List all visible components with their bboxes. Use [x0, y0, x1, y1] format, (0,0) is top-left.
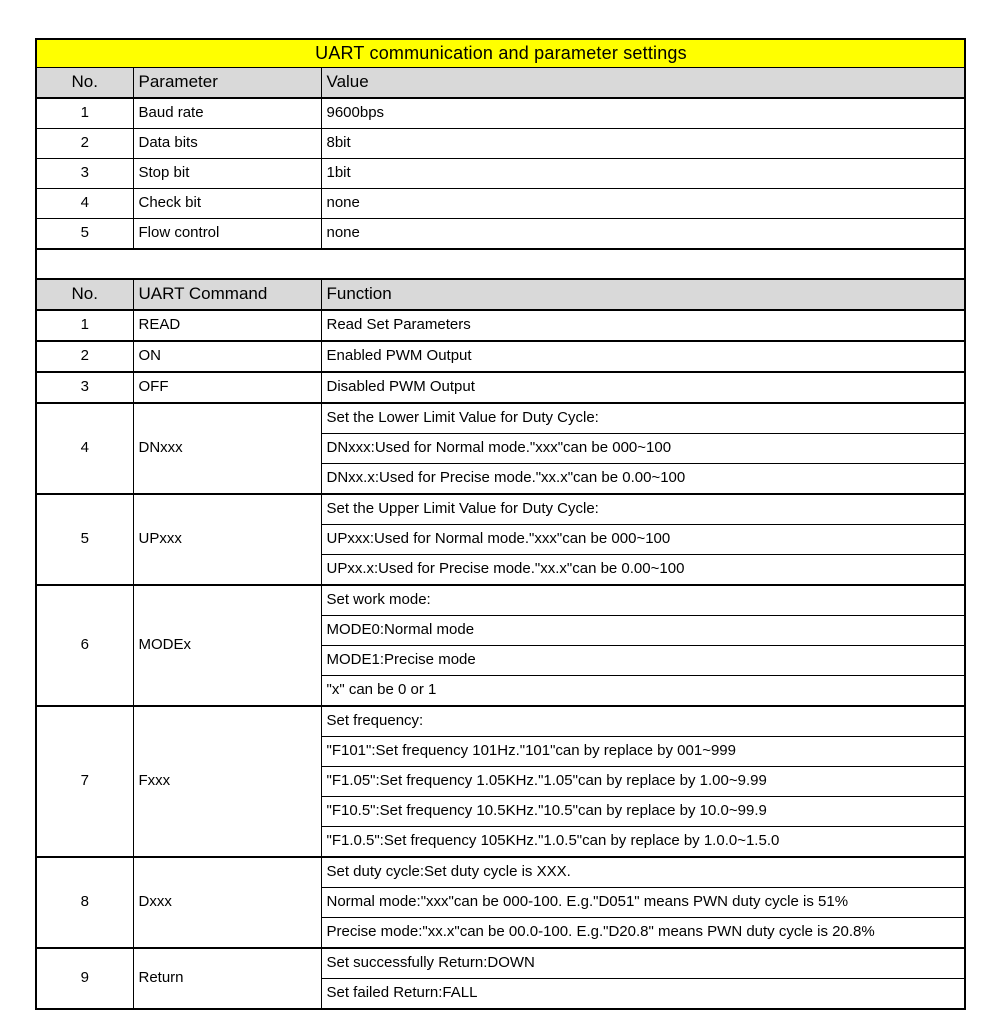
table-row — [36, 159, 965, 189]
cell-function: "F1.05":Set frequency 1.05KHz."1.05"can by replace by 1.00~9.99 — [321, 767, 965, 797]
cell-no: 1 — [36, 310, 133, 341]
cell-function: Set duty cycle:Set duty cycle is XXX. — [321, 857, 965, 888]
cell-function: Set frequency: — [321, 706, 965, 737]
table1-header-row — [36, 68, 965, 99]
cell-value: none — [321, 219, 965, 250]
cell-function: Set failed Return:FALL — [321, 979, 965, 1010]
cell-function: MODE0:Normal mode — [321, 616, 965, 646]
table-row — [36, 129, 965, 159]
cell-function: Set successfully Return:DOWN — [321, 948, 965, 979]
cell-no: 3 — [36, 159, 133, 189]
command-row-off — [36, 372, 965, 403]
table-row — [36, 98, 965, 129]
cell-no: 4 — [36, 189, 133, 219]
cell-command: UPxxx — [133, 494, 321, 585]
cell-value: 1bit — [321, 159, 965, 189]
cell-no: 8 — [36, 857, 133, 948]
cell-no: 7 — [36, 706, 133, 857]
cell-command: OFF — [133, 372, 321, 403]
cell-command: Return — [133, 948, 321, 1009]
command-row-on — [36, 341, 965, 372]
cell-no: 2 — [36, 129, 133, 159]
table-row — [36, 219, 965, 250]
uart-parameter-table — [35, 38, 966, 250]
cell-function: DNxx.x:Used for Precise mode."xx.x"can be 0.00~100 — [321, 464, 965, 495]
cell-command: MODEx — [133, 585, 321, 706]
command-row-upxxx — [36, 494, 965, 525]
table-row — [36, 189, 965, 219]
cell-function: "F10.5":Set frequency 10.5KHz."10.5"can by replace by 10.0~99.9 — [321, 797, 965, 827]
cell-function: Read Set Parameters — [321, 310, 965, 341]
cell-command: READ — [133, 310, 321, 341]
cell-parameter: Baud rate — [133, 98, 321, 129]
cell-value: 8bit — [321, 129, 965, 159]
cell-function: DNxxx:Used for Normal mode."xxx"can be 000~100 — [321, 434, 965, 464]
cell-function: Disabled PWM Output — [321, 372, 965, 403]
cell-function: Set the Upper Limit Value for Duty Cycle: — [321, 494, 965, 525]
cell-function: Enabled PWM Output — [321, 341, 965, 372]
cell-parameter: Flow control — [133, 219, 321, 250]
document-sheet — [35, 38, 966, 1010]
cell-command: ON — [133, 341, 321, 372]
cell-function: Normal mode:"xxx"can be 000-100. E.g."D051" means PWN duty cycle is 51% — [321, 888, 965, 918]
cell-no: 6 — [36, 585, 133, 706]
cell-function: Precise mode:"xx.x"can be 00.0-100. E.g."D20.8" means PWN duty cycle is 20.8% — [321, 918, 965, 949]
command-row-return — [36, 948, 965, 979]
cell-command: DNxxx — [133, 403, 321, 494]
header-parameter: Parameter — [133, 68, 321, 99]
command-row-dnxxx — [36, 403, 965, 434]
header-no: No. — [36, 68, 133, 99]
header-value: Value — [321, 68, 965, 99]
cell-value: none — [321, 189, 965, 219]
cell-function: UPxxx:Used for Normal mode."xxx"can be 000~100 — [321, 525, 965, 555]
cell-function: UPxx.x:Used for Precise mode."xx.x"can be 0.00~100 — [321, 555, 965, 586]
cell-no: 9 — [36, 948, 133, 1009]
cell-no: 1 — [36, 98, 133, 129]
cell-parameter: Stop bit — [133, 159, 321, 189]
cell-parameter: Data bits — [133, 129, 321, 159]
spacer-row — [35, 250, 966, 278]
cell-function: MODE1:Precise mode — [321, 646, 965, 676]
cell-command: Fxxx — [133, 706, 321, 857]
header-function: Function — [321, 279, 965, 310]
cell-no: 3 — [36, 372, 133, 403]
cell-command: Dxxx — [133, 857, 321, 948]
cell-no: 4 — [36, 403, 133, 494]
cell-function: "x" can be 0 or 1 — [321, 676, 965, 707]
command-row-fxxx — [36, 706, 965, 737]
cell-no: 5 — [36, 494, 133, 585]
command-row-modex — [36, 585, 965, 616]
cell-value: 9600bps — [321, 98, 965, 129]
command-row-dxxx — [36, 857, 965, 888]
header-uart-command: UART Command — [133, 279, 321, 310]
cell-no: 2 — [36, 341, 133, 372]
cell-function: Set the Lower Limit Value for Duty Cycle: — [321, 403, 965, 434]
cell-function: Set work mode: — [321, 585, 965, 616]
table2-header-row — [36, 279, 965, 310]
table-title: UART communication and parameter settings — [36, 39, 965, 68]
cell-no: 5 — [36, 219, 133, 250]
command-row-read — [36, 310, 965, 341]
table-title-row — [36, 39, 965, 68]
cell-function: "F101":Set frequency 101Hz."101"can by replace by 001~999 — [321, 737, 965, 767]
header-no: No. — [36, 279, 133, 310]
cell-function: "F1.0.5":Set frequency 105KHz."1.0.5"can by replace by 1.0.0~1.5.0 — [321, 827, 965, 858]
cell-parameter: Check bit — [133, 189, 321, 219]
uart-command-table — [35, 278, 966, 1010]
